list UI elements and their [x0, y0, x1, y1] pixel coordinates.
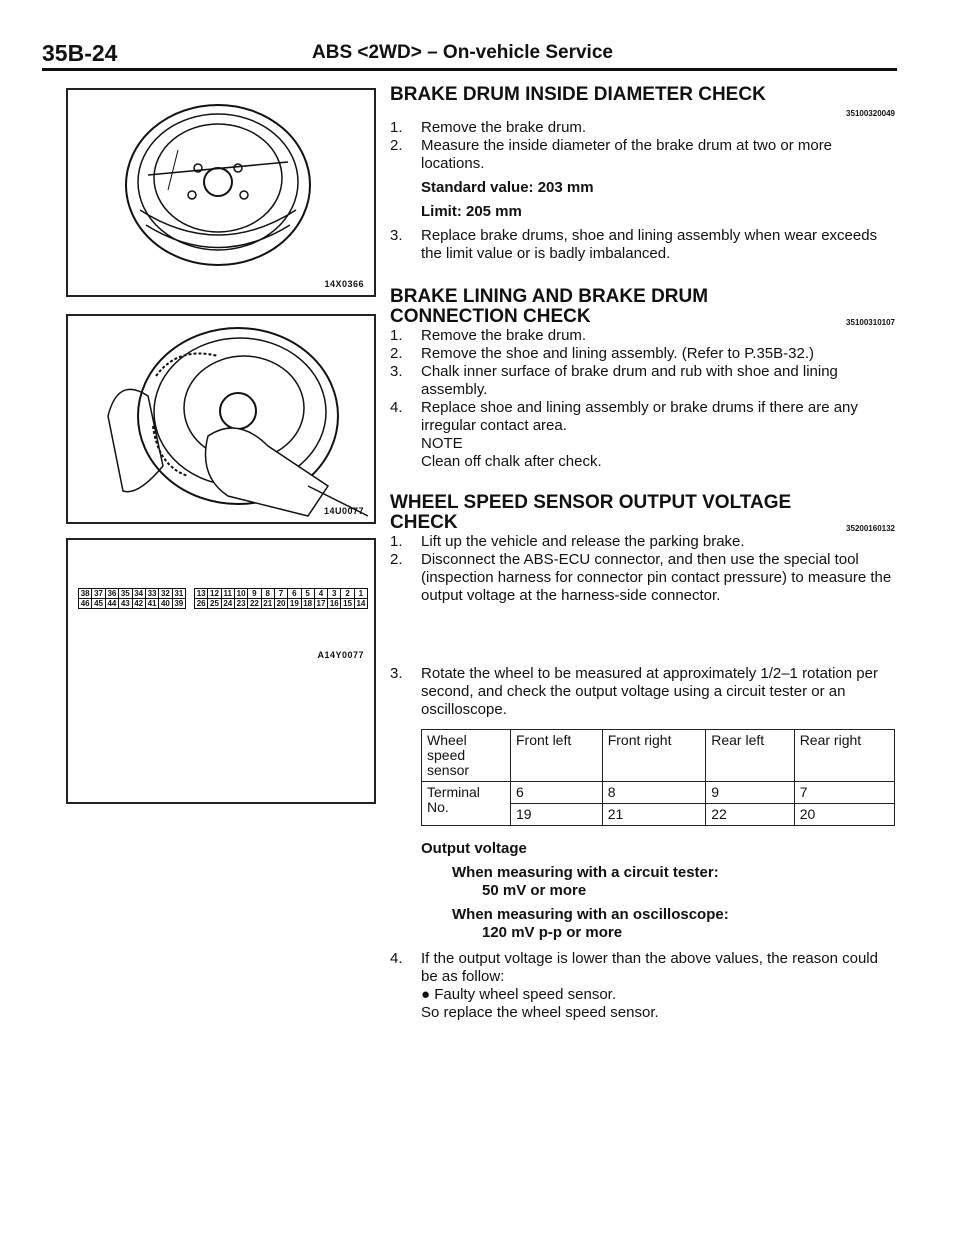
pin: 22	[248, 599, 261, 608]
list-item: 3. Chalk inner surface of brake drum and rub with shoe and lining assembly.	[390, 363, 838, 398]
pin: 42	[133, 599, 146, 608]
figure-brake-drum	[66, 88, 376, 297]
pin: 40	[159, 599, 172, 608]
pin: 3	[328, 589, 341, 598]
steps-list	[390, 119, 895, 173]
pin: 14	[356, 599, 366, 608]
page-title: ABS <2WD> – On-vehicle Service	[312, 42, 613, 63]
scope-value: 120 mV p-p or more	[482, 924, 623, 941]
output-voltage-label: Output voltage	[421, 840, 527, 857]
figure-label: A14Y0077	[317, 650, 364, 660]
table-cell: 22	[706, 804, 794, 826]
figure-label: 14U0077	[323, 506, 364, 516]
pin: 44	[106, 599, 119, 608]
tester-value: 50 mV or more	[482, 882, 587, 899]
list-item: 3. Replace brake drums, shoe and lining assembly when wear exceeds the limit value or is badly imbalanced.	[390, 227, 878, 262]
figure-connector	[66, 538, 376, 804]
limit-value: Limit: 205 mm	[421, 203, 522, 220]
drum-chalk-illustration	[68, 316, 374, 522]
list-item: 1. Remove the brake drum.	[390, 327, 587, 344]
pin: 13	[195, 589, 208, 598]
list-item: 1. Remove the brake drum.	[390, 119, 587, 136]
section-lining-connection	[390, 287, 895, 471]
pin: 36	[106, 589, 119, 598]
pin: 23	[235, 599, 248, 608]
pin: 1	[358, 589, 364, 598]
pin: 33	[146, 589, 159, 598]
pin: 26	[195, 599, 208, 608]
section-sensor-voltage	[390, 493, 895, 1022]
table-header: Front right	[602, 730, 706, 782]
section-title-line2: CHECK	[390, 512, 458, 533]
table-header: Wheel speed sensor	[422, 730, 511, 782]
tester-label: When measuring with a circuit tester:	[452, 864, 719, 881]
section-title: BRAKE DRUM INSIDE DIAMETER CHECK	[390, 84, 766, 105]
steps-list	[390, 533, 895, 719]
brake-drum-illustration	[68, 90, 374, 295]
figure-label: 14X0366	[324, 279, 364, 289]
pin: 31	[174, 589, 184, 598]
table-cell: 21	[602, 804, 706, 826]
scope-label: When measuring with an oscilloscope:	[452, 906, 729, 923]
pin: 9	[248, 589, 261, 598]
pin: 24	[222, 599, 235, 608]
table-cell: 20	[794, 804, 894, 826]
bullet-item: ● Faulty wheel speed sensor.	[421, 986, 616, 1003]
table-cell: 8	[602, 782, 706, 804]
section-code: 35200160132	[846, 524, 895, 533]
section-code: 35100320049	[846, 109, 895, 118]
steps-list	[390, 227, 895, 263]
pin: 39	[174, 599, 184, 608]
pin: 16	[328, 599, 341, 608]
pin: 6	[288, 589, 301, 598]
standard-value: Standard value: 203 mm	[421, 179, 594, 196]
pin: 15	[341, 599, 354, 608]
note-text: Clean off chalk after check.	[421, 453, 602, 470]
list-item: 2. Measure the inside diameter of the brake drum at two or more locations.	[390, 137, 833, 172]
table-header: Rear left	[706, 730, 794, 782]
pin: 20	[275, 599, 288, 608]
terminal-table	[421, 729, 895, 826]
pin: 2	[341, 589, 354, 598]
list-item: 4. If the output voltage is lower than the above values, the reason could be as follow: ● Faulty wheel speed sensor. So replace the wheel speed sensor.	[390, 950, 895, 1022]
connector-diagram	[78, 588, 368, 638]
table-cell: 19	[511, 804, 603, 826]
note-label: NOTE	[421, 435, 463, 452]
figure-chalk-check	[66, 314, 376, 524]
pin: 41	[146, 599, 159, 608]
pin: 46	[79, 599, 92, 608]
pin: 17	[315, 599, 328, 608]
pin: 19	[288, 599, 301, 608]
pin: 25	[208, 599, 221, 608]
pin: 4	[315, 589, 328, 598]
table-cell: Terminal No.	[422, 782, 511, 826]
steps-list	[390, 327, 895, 471]
pin: 38	[79, 589, 92, 598]
pin: 8	[262, 589, 275, 598]
list-item: 4. Replace shoe and lining assembly or brake drums if there are any irregular contact area. NOTE Clean off chalk after check.	[390, 399, 895, 471]
section-title-line1: WHEEL SPEED SENSOR OUTPUT VOLTAGE	[390, 492, 792, 513]
pin: 12	[208, 589, 221, 598]
pin: 45	[92, 599, 105, 608]
section-title-line1: BRAKE LINING AND BRAKE DRUM	[390, 286, 709, 307]
section-code: 35100310107	[846, 318, 895, 327]
pin: 10	[235, 589, 248, 598]
pin: 43	[119, 599, 132, 608]
page-header	[42, 40, 897, 71]
list-item: 1. Lift up the vehicle and release the parking brake.	[390, 533, 745, 550]
page-number: 35B-24	[42, 40, 118, 66]
pin: 5	[302, 589, 315, 598]
list-item: 2. Disconnect the ABS-ECU connector, and then use the special tool (inspection harness for connector pin contact pressure) to measure the output voltage at the harness-side connector.	[390, 551, 892, 604]
pin: 11	[222, 589, 235, 598]
pin: 18	[302, 599, 315, 608]
pin: 32	[159, 589, 172, 598]
pin: 7	[275, 589, 288, 598]
table-header: Rear right	[794, 730, 894, 782]
pin: 35	[119, 589, 132, 598]
table-cell: 6	[511, 782, 603, 804]
table-header: Front left	[511, 730, 603, 782]
pin: 34	[133, 589, 146, 598]
list-item: 2. Remove the shoe and lining assembly. (Refer to P.35B-32.)	[390, 345, 814, 362]
main-content	[390, 85, 895, 1022]
table-cell: 9	[706, 782, 794, 804]
final-text: So replace the wheel speed sensor.	[421, 1004, 659, 1021]
pin: 21	[262, 599, 275, 608]
section-title-line2: CONNECTION CHECK	[390, 306, 591, 327]
list-item: 3. Rotate the wheel to be measured at approximately 1/2–1 rotation per second, and check the output voltage using a circuit tester or an oscilloscope.	[390, 665, 878, 718]
table-cell: 7	[794, 782, 894, 804]
pin: 37	[92, 589, 105, 598]
steps-list	[390, 950, 895, 1022]
section-drum-diameter	[390, 85, 895, 263]
